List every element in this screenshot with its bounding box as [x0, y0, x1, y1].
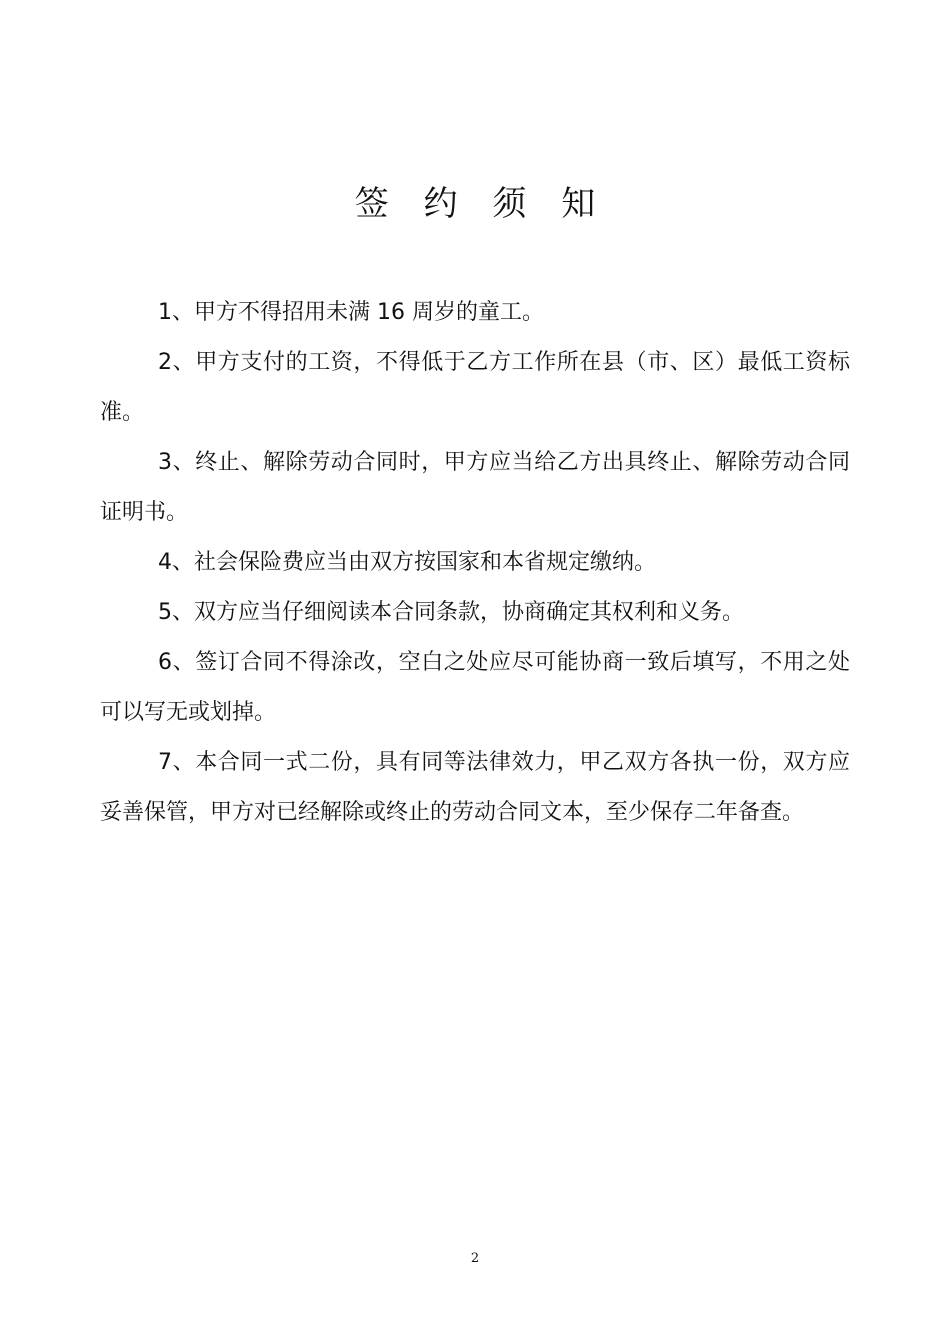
- clause-3: 3、终止、解除劳动合同时，甲方应当给乙方出具终止、解除劳动合同证明书。: [100, 450, 850, 525]
- clause-6: 6、签订合同不得涂改，空白之处应尽可能协商一致后填写，不用之处可以写无或划掉。: [100, 650, 850, 725]
- clause-7: 7、本合同一式二份，具有同等法律效力，甲乙双方各执一份，双方应妥善保管，甲方对已经解除或终止的劳动合同文本，至少保存二年备查。: [100, 750, 850, 825]
- clause-list: [100, 288, 850, 838]
- clause-2: 2、甲方支付的工资，不得低于乙方工作所在县（市、区）最低工资标准。: [100, 350, 850, 425]
- page-title: 签 约 须 知: [354, 184, 608, 224]
- clause-1: 1、甲方不得招用未满 16 周岁的童工。: [158, 300, 544, 325]
- clause-4: 4、社会保险费应当由双方按国家和本省规定缴纳。: [158, 550, 656, 575]
- clause-5: 5、双方应当仔细阅读本合同条款，协商确定其权利和义务。: [158, 600, 744, 625]
- page-number: 2: [470, 1251, 480, 1266]
